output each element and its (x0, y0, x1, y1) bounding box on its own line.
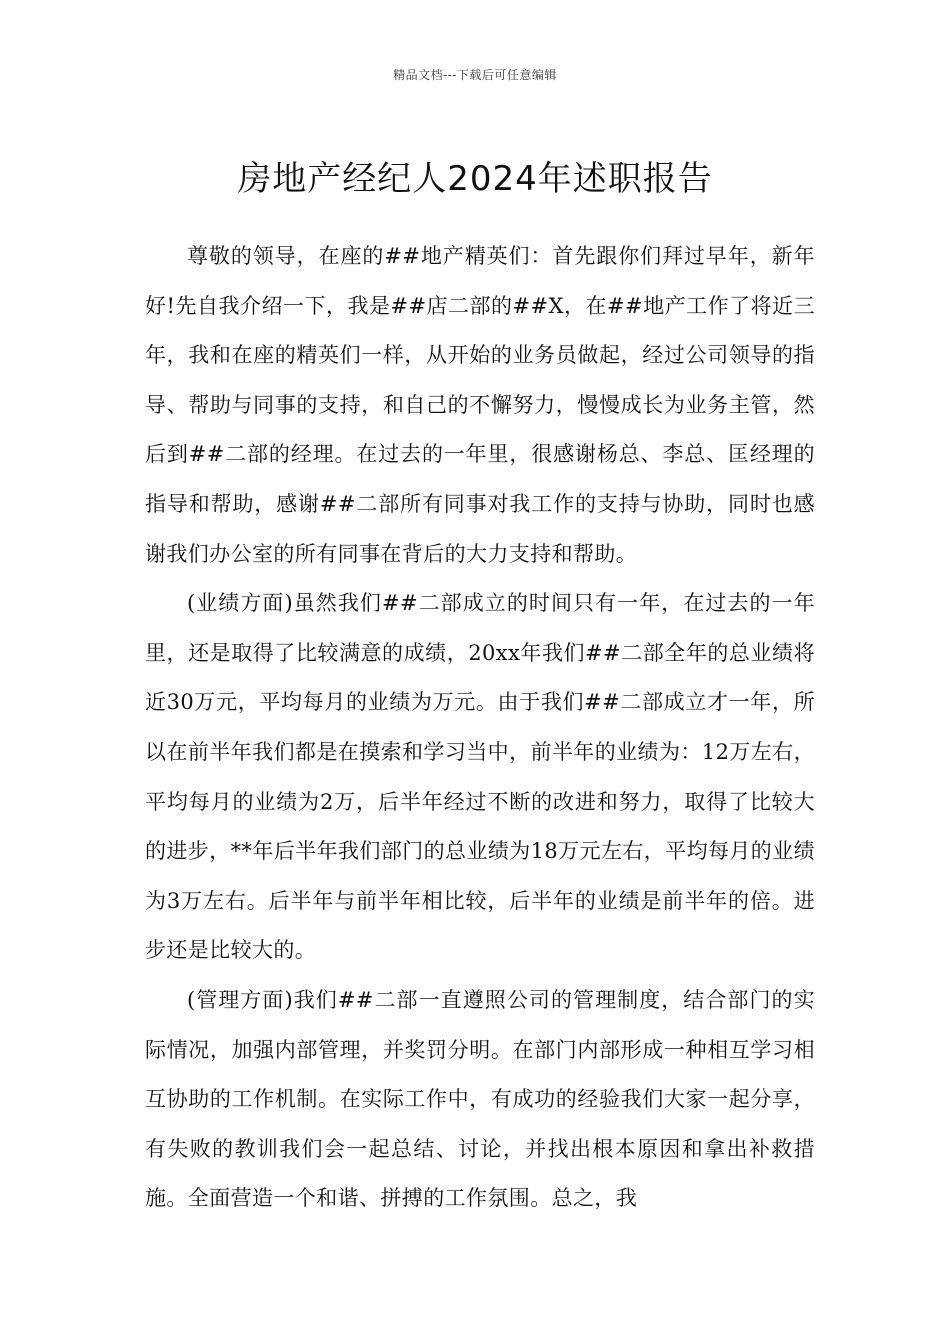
document-body (145, 232, 815, 1224)
header-note: 精品文档---下载后可任意编辑 (393, 68, 557, 82)
document-title: 房地产经纪人2024年述职报告 (237, 158, 713, 199)
paragraph-performance: (业绩方面)虽然我们##二部成立的时间只有一年，在过去的一年里，还是取得了比较满意的成绩，20xx年我们##二部全年的总业绩将近30万元，平均每月的业绩为万元。由于我们##二部成立才一年，所以在前半年我们都是在摸索和学习当中，前半年的业绩为：12万左右，平均每月的业绩为2万，后半年经过不断的改进和努力，取得了比较大的进步，**年后半年我们部门的总业绩为18万元左右，平均每月的业绩为3万左右。后半年与前半年相比较，后半年的业绩是前半年的倍。进步还是比较大的。 (145, 591, 815, 963)
paragraph-intro: 尊敬的领导，在座的##地产精英们：首先跟你们拜过早年，新年好!先自我介绍一下，我是##店二部的##X，在##地产工作了将近三年，我和在座的精英们一样，从开始的业务员做起，经过公司领导的指导、帮助与同事的支持，和自己的不懈努力，慢慢成长为业务主管，然后到##二部的经理。在过去的一年里，很感谢杨总、李总、匡经理的指导和帮助，感谢##二部所有同事对我工作的支持与协助，同时也感谢我们办公室的所有同事在背后的大力支持和帮助。 (145, 244, 815, 566)
paragraph-management: (管理方面)我们##二部一直遵照公司的管理制度，结合部门的实际情况，加强内部管理，并奖罚分明。在部门内部形成一种相互学习相互协助的工作机制。在实际工作中，有成功的经验我们大家一起分享，有失败的教训我们会一起总结、讨论，并找出根本原因和拿出补救措施。全面营造一个和谐、拼搏的工作氛围。总之，我 (145, 987, 815, 1211)
